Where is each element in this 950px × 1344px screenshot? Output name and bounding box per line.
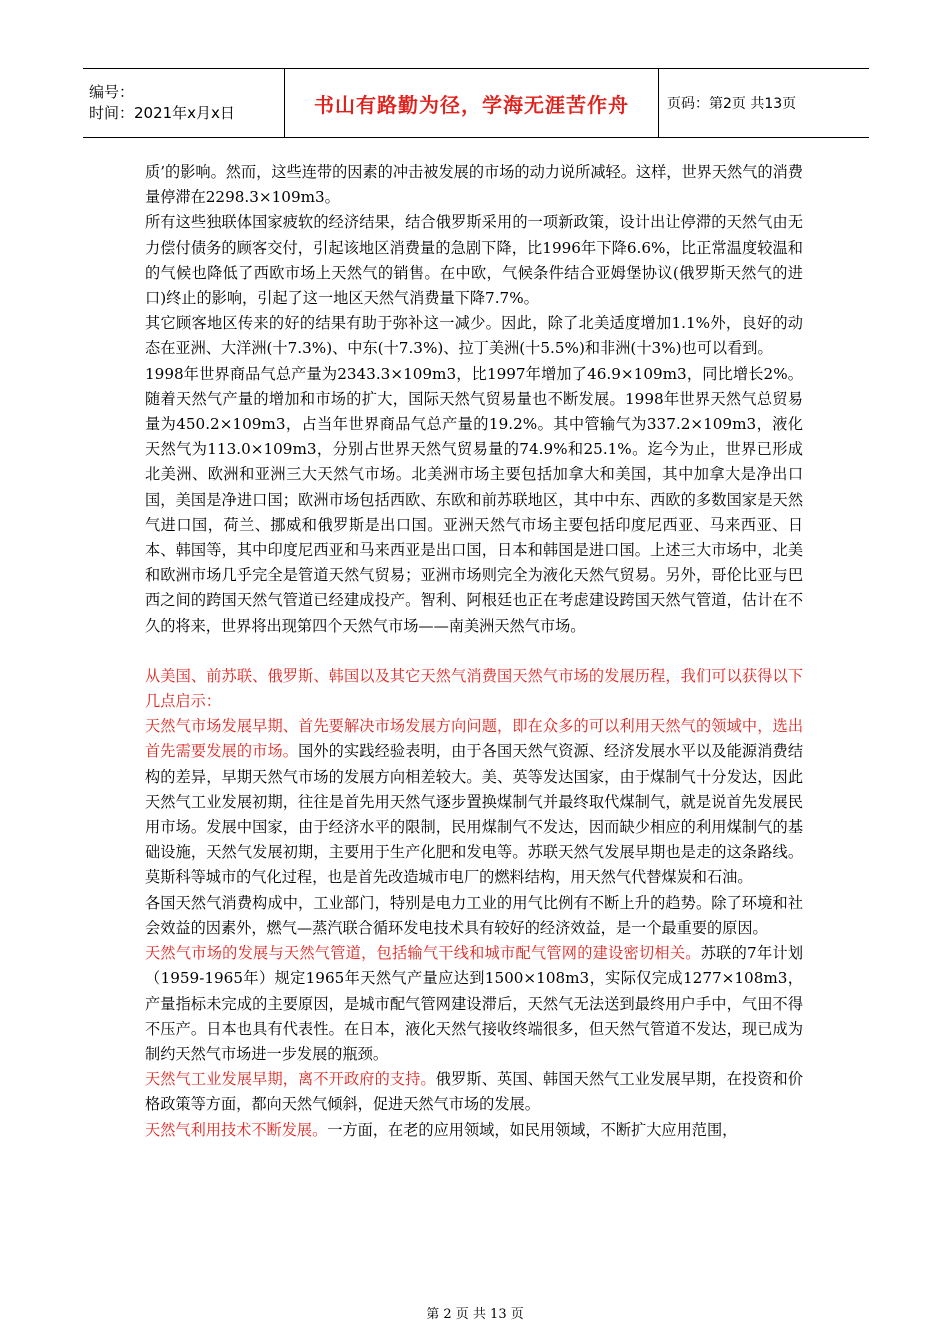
- highlighted-point: 天然气工业发展早期，离不开政府的支持。: [145, 1070, 436, 1089]
- document-body: [145, 160, 803, 1143]
- body-paragraph: [145, 891, 803, 941]
- highlighted-point: 天然气利用技术不断发展。: [145, 1120, 328, 1139]
- header-motto-cell: [285, 69, 659, 137]
- highlighted-heading: 从美国、前苏联、俄罗斯、韩国以及其它天然气消费国天然气市场的发展历程，我们可以获得以下几点启示：: [145, 666, 803, 711]
- body-paragraph: [145, 1118, 803, 1143]
- page-footer: 第 2 页 共 13 页: [426, 1307, 524, 1322]
- paragraph-text: 苏联的7年计划（1959-1965年）规定1965年天然气产量应达到1500×108m3，实际仅完成1277×108m3，产量指标未完成的主要原因，是城市配气管网建设滞后，天然气无法送到最终用户手中，气田不得不压产。日本也具有代表性。在日本，液化天然气接收终端很多，但天然气管道不发达，现已成为制约天然气市场进一步发展的瓶颈。: [145, 944, 804, 1063]
- paragraph-text: 一方面，在老的应用领域，如民用领域，不断扩大应用范围，: [327, 1120, 738, 1139]
- paragraph-text: 所有这些独联体国家疲软的经济结果，结合俄罗斯采用的一项新政策，设计出让停滞的天然气由无力偿付债务的顾客交付，引起该地区消费量的急剧下降，比1996年下降6.6%，比正常温度较温和的气候也降低了西欧市场上天然气的销售。在中欧，气候条件结合亚姆堡协议(俄罗斯天然气的进口)终止的影响，引起了这一地区天然气消费量下降7.7%。: [145, 213, 803, 308]
- body-paragraph: [145, 1067, 803, 1117]
- document-number-label: 编号：: [89, 83, 135, 101]
- body-paragraph: [145, 210, 803, 311]
- body-paragraph: [145, 941, 803, 1067]
- body-paragraph: [145, 714, 803, 890]
- highlighted-point: 天然气市场的发展与天然气管道，包括输气干线和城市配气管网的建设密切相关。: [145, 944, 701, 963]
- document-date-label: 时间：2021年x月x日: [89, 104, 235, 122]
- section-intro-paragraph: [145, 664, 803, 714]
- body-paragraph: [145, 311, 803, 361]
- paragraph-text: 俄罗斯、英国、韩国天然气工业发展早期，在投资和价格政策等方面，都向天然气倾斜，促进天然气市场的发展。: [145, 1070, 804, 1114]
- paragraph-text: 1998年世界商品气总产量为2343.3×109m3，比1997年增加了46.9×109m3，同比增长2%。随着天然气产量的增加和市场的扩大，国际天然气贸易量也不断发展。1998年世界天然气总贸易量为450.2×109m3，占当年世界商品气总产量的19.2%。其中管输气为337.2×109m3，液化天然气为113.0×109m3，分别占世界天然气贸易量的74.9%和25.1%。迄今为止，世界已形成北美洲、欧洲和亚洲三大天然气市场。北美洲市场主要包括加拿大和美国，其中加拿大是净出口国，美国是净进口国；欧洲市场包括西欧、东欧和前苏联地区，其中中东、西欧的多数国家是天然气进口国，荷兰、挪威和俄罗斯是出口国。亚洲天然气市场主要包括印度尼西亚、马来西亚、日本、韩国等，其中印度尼西亚和马来西亚是出口国，日本和韩国是进口国。上述三大市场中，北美和欧洲市场几乎完全是管道天然气贸易；亚洲市场则完全为液化天然气贸易。另外，哥伦比亚与巴西之间的跨国天然气管道已经建成投产。智利、阿根廷也正在考虑建设跨国天然气管道，估计在不久的将来，世界将出现第四个天然气市场——南美洲天然气市场。: [145, 364, 803, 635]
- header-page-number: 页码：第2页 共13页: [667, 96, 797, 112]
- header-motto: 书山有路勤为径，学海无涯苦作舟: [314, 92, 629, 117]
- body-paragraph: [145, 160, 803, 210]
- paragraph-spacer: [145, 639, 803, 664]
- page-header: [83, 68, 869, 138]
- paragraph-text: 质’的影响。然而，这些连带的因素的冲击被发展的市场的动力说所减轻。这样，世界天然气的消费量停滞在2298.3×109m3。: [145, 163, 803, 207]
- highlighted-point: 天然气市场发展早期、首先要解决市场发展方向问题，即在众多的可以利用天然气的领域中，选出首先需要发展的市场。: [145, 717, 803, 761]
- header-page-cell: [659, 69, 869, 137]
- paragraph-text: 其它顾客地区传来的好的结果有助于弥补这一减少。因此，除了北美适度增加1.1%外，良好的动态在亚洲、大洋洲(十7.3%)、中东(十7.3%)、拉丁美洲(十5.5%)和非洲(十3%)也可以看到。: [145, 314, 803, 358]
- paragraph-text: 国外的实践经验表明，由于各国天然气资源、经济发展水平以及能源消费结构的差异，早期天然气市场的发展方向相差较大。美、英等发达国家，由于煤制气十分发达，因此天然气工业发展初期，往往是首先用天然气逐步置换煤制气并最终取代煤制气，就是说首先发展民用市场。发展中国家，由于经济水平的限制，民用煤制气不发达，因而缺少相应的利用煤制气的基础设施，天然气发展初期，主要用于生产化肥和发电等。苏联天然气发展早期也是走的这条路线。莫斯科等城市的气化过程，也是首先改造城市电厂的燃料结构，用天然气代替煤炭和石油。: [145, 742, 804, 887]
- body-paragraph: [145, 362, 803, 639]
- header-left-cell: [83, 69, 285, 137]
- paragraph-text: 各国天然气消费构成中，工业部门，特别是电力工业的用气比例有不断上升的趋势。除了环境和社会效益的因素外，燃气—蒸汽联合循环发电技术具有较好的经济效益，是一个最重要的原因。: [145, 893, 803, 937]
